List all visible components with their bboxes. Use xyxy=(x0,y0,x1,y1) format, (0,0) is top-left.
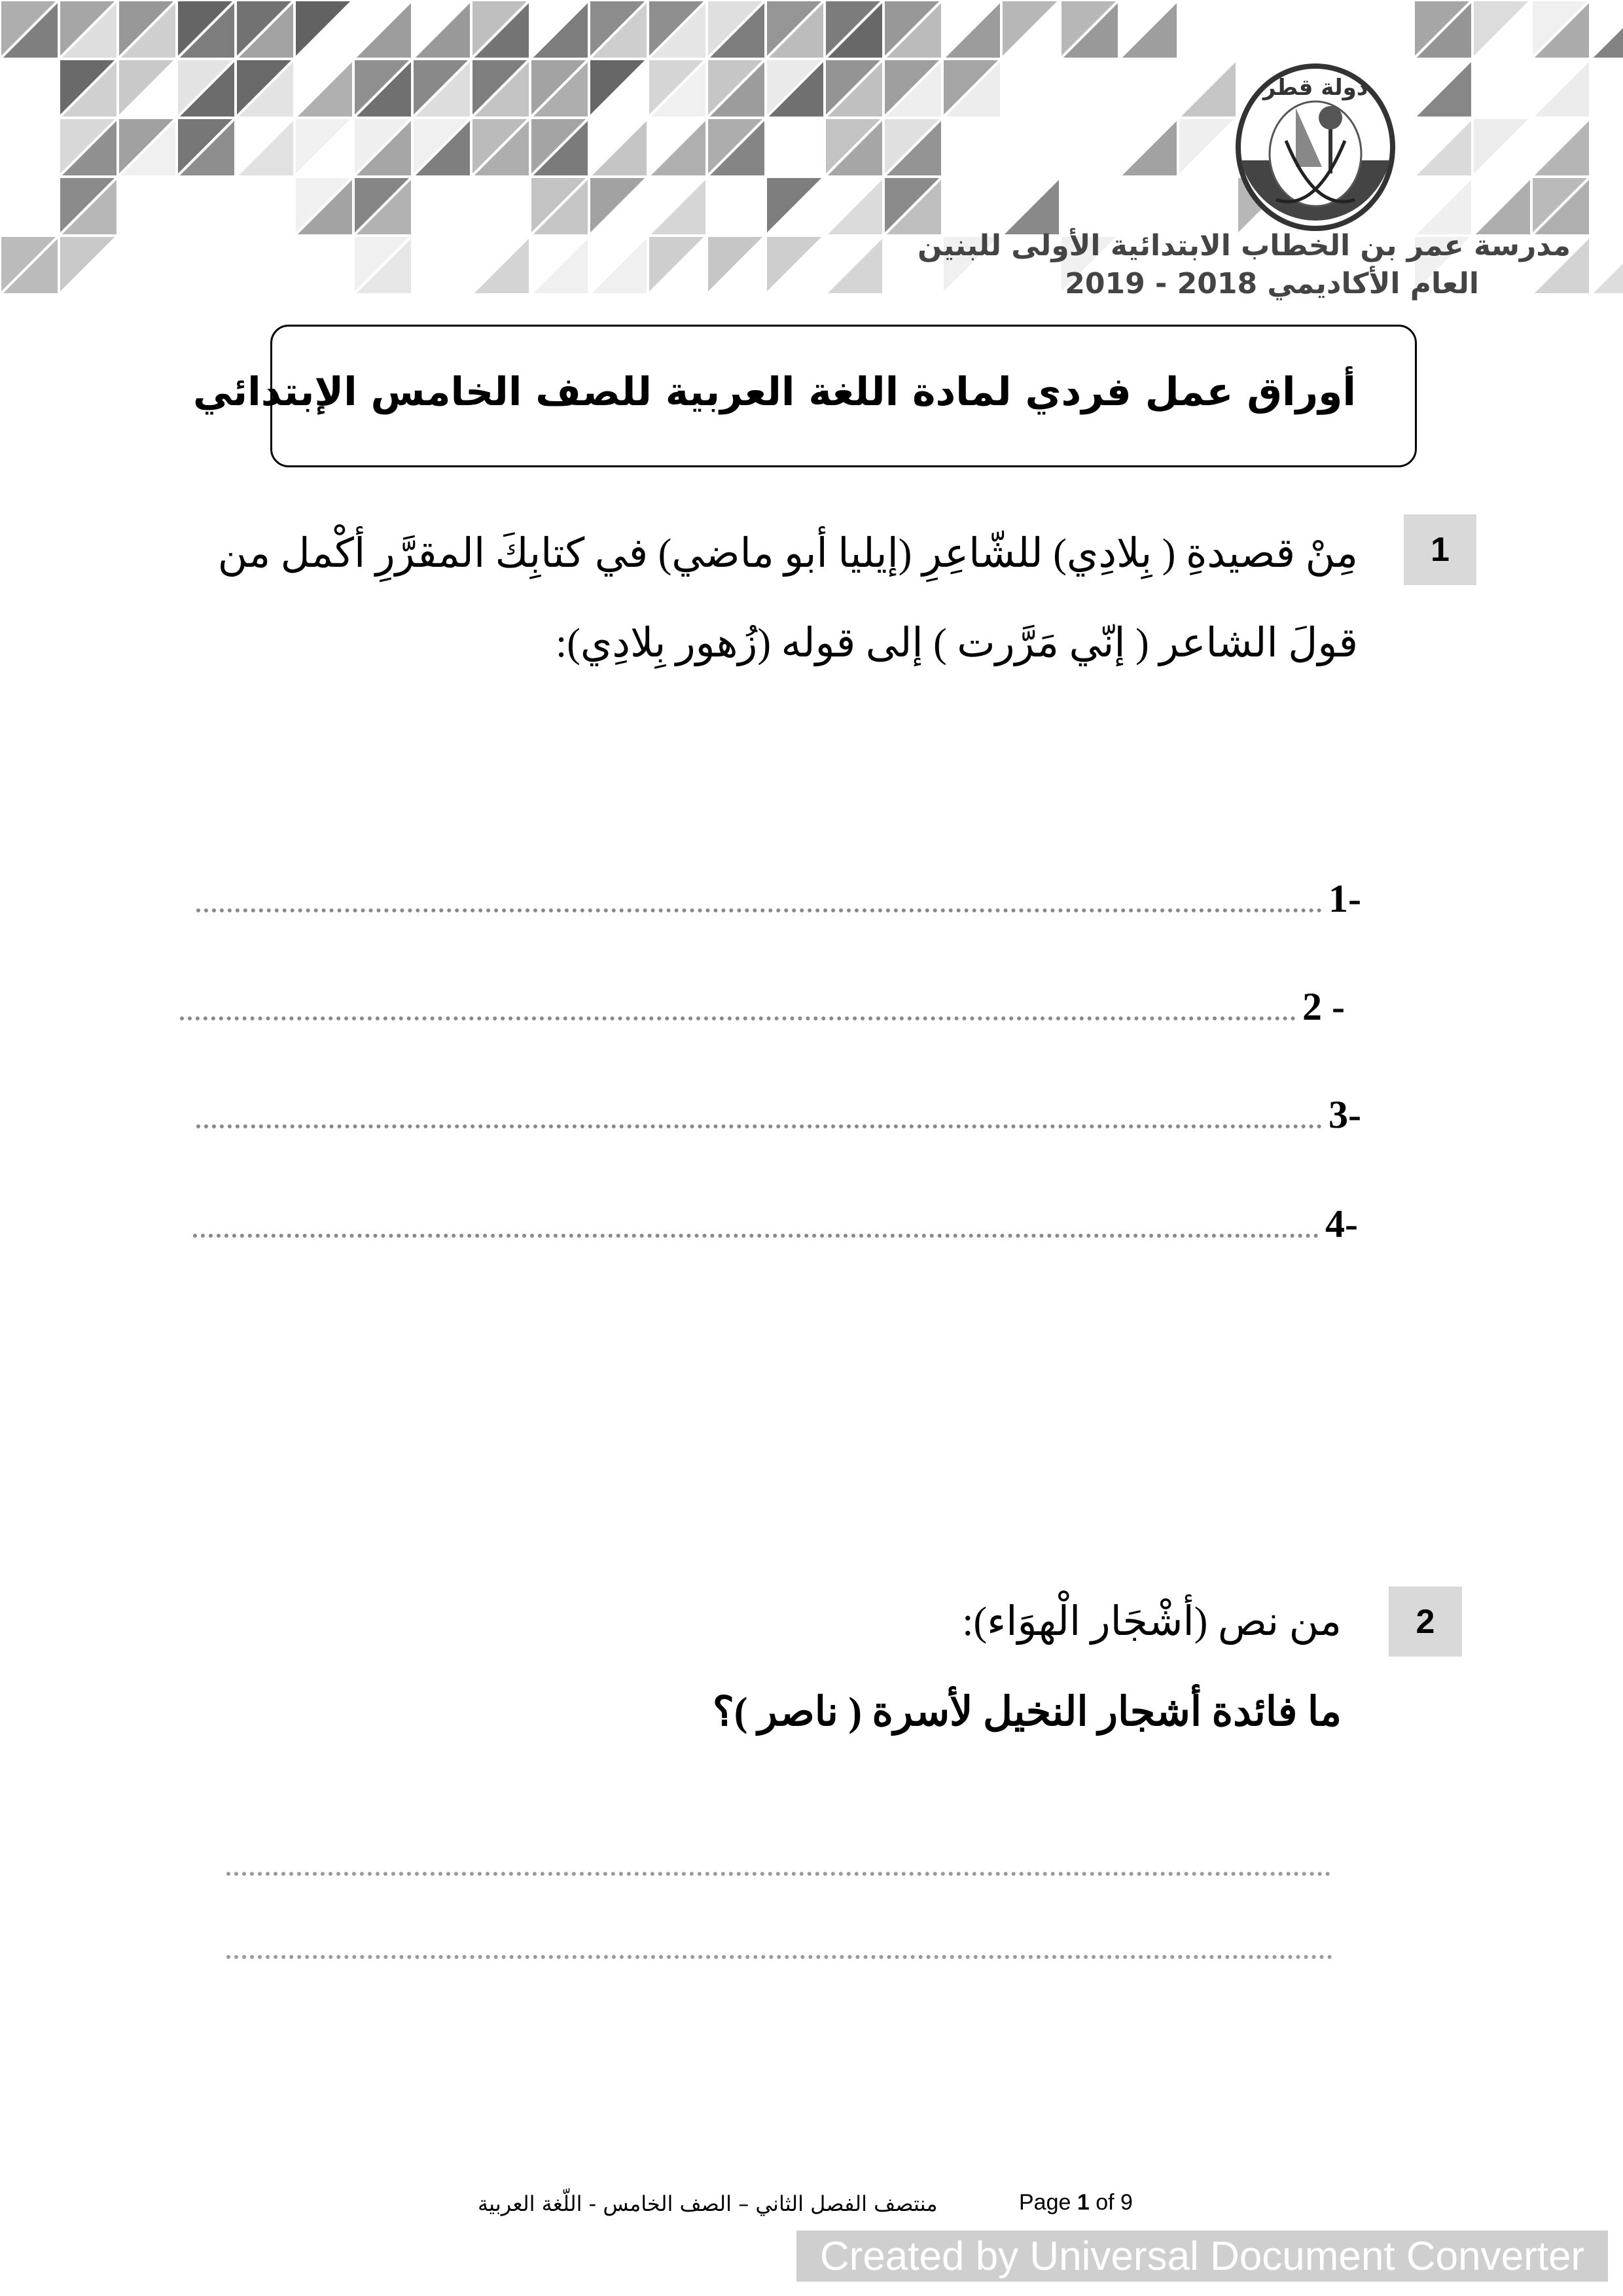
answer-line-2[interactable] xyxy=(180,984,1345,1030)
page-prefix: Page xyxy=(1019,2190,1071,2215)
answer-label: 1- xyxy=(1329,877,1361,920)
page-of: of xyxy=(1096,2190,1115,2215)
question-1-line-2: قولَ الشاعر ( إنّي مَرَّرت ) إلى قوله (زُهور بِلادِي): xyxy=(555,621,1358,666)
pattern-triangle xyxy=(1590,0,1623,59)
pattern-triangle xyxy=(236,118,294,177)
pattern-triangle xyxy=(1119,0,1178,59)
pattern-triangle xyxy=(59,236,118,295)
question-2-line-1: من نص (أشْجَار الْهوَاء): xyxy=(962,1600,1342,1644)
pattern-triangle xyxy=(1414,177,1472,236)
pattern-triangle xyxy=(1414,59,1472,118)
pattern-triangle xyxy=(648,236,707,295)
pattern-triangle xyxy=(530,0,589,59)
pattern-triangle xyxy=(1472,118,1531,177)
answer-line-1[interactable] xyxy=(196,876,1361,922)
pattern-triangle xyxy=(942,0,1001,59)
answer-line-4[interactable] xyxy=(193,1201,1358,1247)
pattern-triangle xyxy=(589,118,648,177)
pattern-triangle xyxy=(1531,118,1590,177)
pattern-triangle xyxy=(589,236,648,295)
pattern-triangle xyxy=(589,59,648,118)
academic-year: العام الأكاديمي 2018 - 2019 xyxy=(1065,267,1479,300)
answer-label: 3- xyxy=(1329,1093,1361,1136)
question-number-1: 1 xyxy=(1404,514,1476,585)
pattern-triangle xyxy=(648,118,707,177)
worksheet-title: أوراق عمل فردي لمادة اللغة العربية للصف الخامس الإبتدائي xyxy=(192,369,1356,415)
pattern-triangle xyxy=(1119,118,1178,177)
answer-line-q2-2[interactable] xyxy=(226,1955,1332,1959)
answer-line-q2-1[interactable] xyxy=(226,1872,1330,1876)
page-current: 1 xyxy=(1077,2190,1090,2215)
pattern-triangle xyxy=(1472,177,1531,236)
pattern-triangle xyxy=(353,0,412,59)
pattern-triangle xyxy=(766,177,825,236)
pattern-triangle xyxy=(1001,0,1060,59)
worksheet-title-box xyxy=(192,325,1417,467)
answer-label: 2 - xyxy=(1302,985,1345,1028)
pattern-triangle xyxy=(766,236,825,295)
qatar-emblem-logo xyxy=(1230,62,1400,232)
pattern-triangle xyxy=(471,236,530,295)
pattern-triangle xyxy=(825,236,883,295)
pattern-triangle xyxy=(530,236,589,295)
question-1-line-1: مِنْ قصيدةِ ( بِلادِي) للشّاعِرِ (إيليا أبو ماضي) في كتابِكَ المقرَّرِ أكْمل من xyxy=(217,531,1358,576)
pattern-triangle xyxy=(294,0,353,59)
pattern-triangle xyxy=(1531,59,1590,118)
school-name: مدرسة عمر بن الخطاب الابتدائية الأولى للبنين xyxy=(918,229,1571,262)
pattern-triangle xyxy=(118,59,177,118)
svg-text:دولة قطر: دولة قطر xyxy=(1262,75,1368,101)
question-number-2: 2 xyxy=(1389,1587,1462,1657)
pattern-triangle xyxy=(1414,118,1472,177)
pattern-triangle xyxy=(1178,59,1237,118)
converter-watermark: Created by Universal Document Converter xyxy=(796,2231,1608,2282)
pattern-triangle xyxy=(294,59,353,118)
pattern-triangle xyxy=(825,177,883,236)
pattern-triangle xyxy=(707,236,766,295)
pattern-triangle xyxy=(294,118,353,177)
page-total: 9 xyxy=(1120,2190,1133,2215)
pattern-triangle xyxy=(1590,236,1623,295)
pattern-triangle xyxy=(1001,177,1060,236)
pattern-triangle xyxy=(589,177,648,236)
question-2-line-2: ما فائدة أشجار النخيل لأسرة ( ناصر )؟ xyxy=(712,1690,1342,1734)
answer-line-3[interactable] xyxy=(196,1092,1361,1138)
footer-subject: منتصف الفصل الثاني – الصف الخامس - اللّغة العربية xyxy=(478,2191,938,2216)
pattern-triangle xyxy=(412,0,471,59)
footer-page-number xyxy=(1019,2190,1133,2215)
answer-label: 4- xyxy=(1325,1202,1358,1246)
pattern-triangle xyxy=(1472,0,1531,59)
pattern-triangle xyxy=(648,177,707,236)
pattern-triangle xyxy=(1178,118,1237,177)
